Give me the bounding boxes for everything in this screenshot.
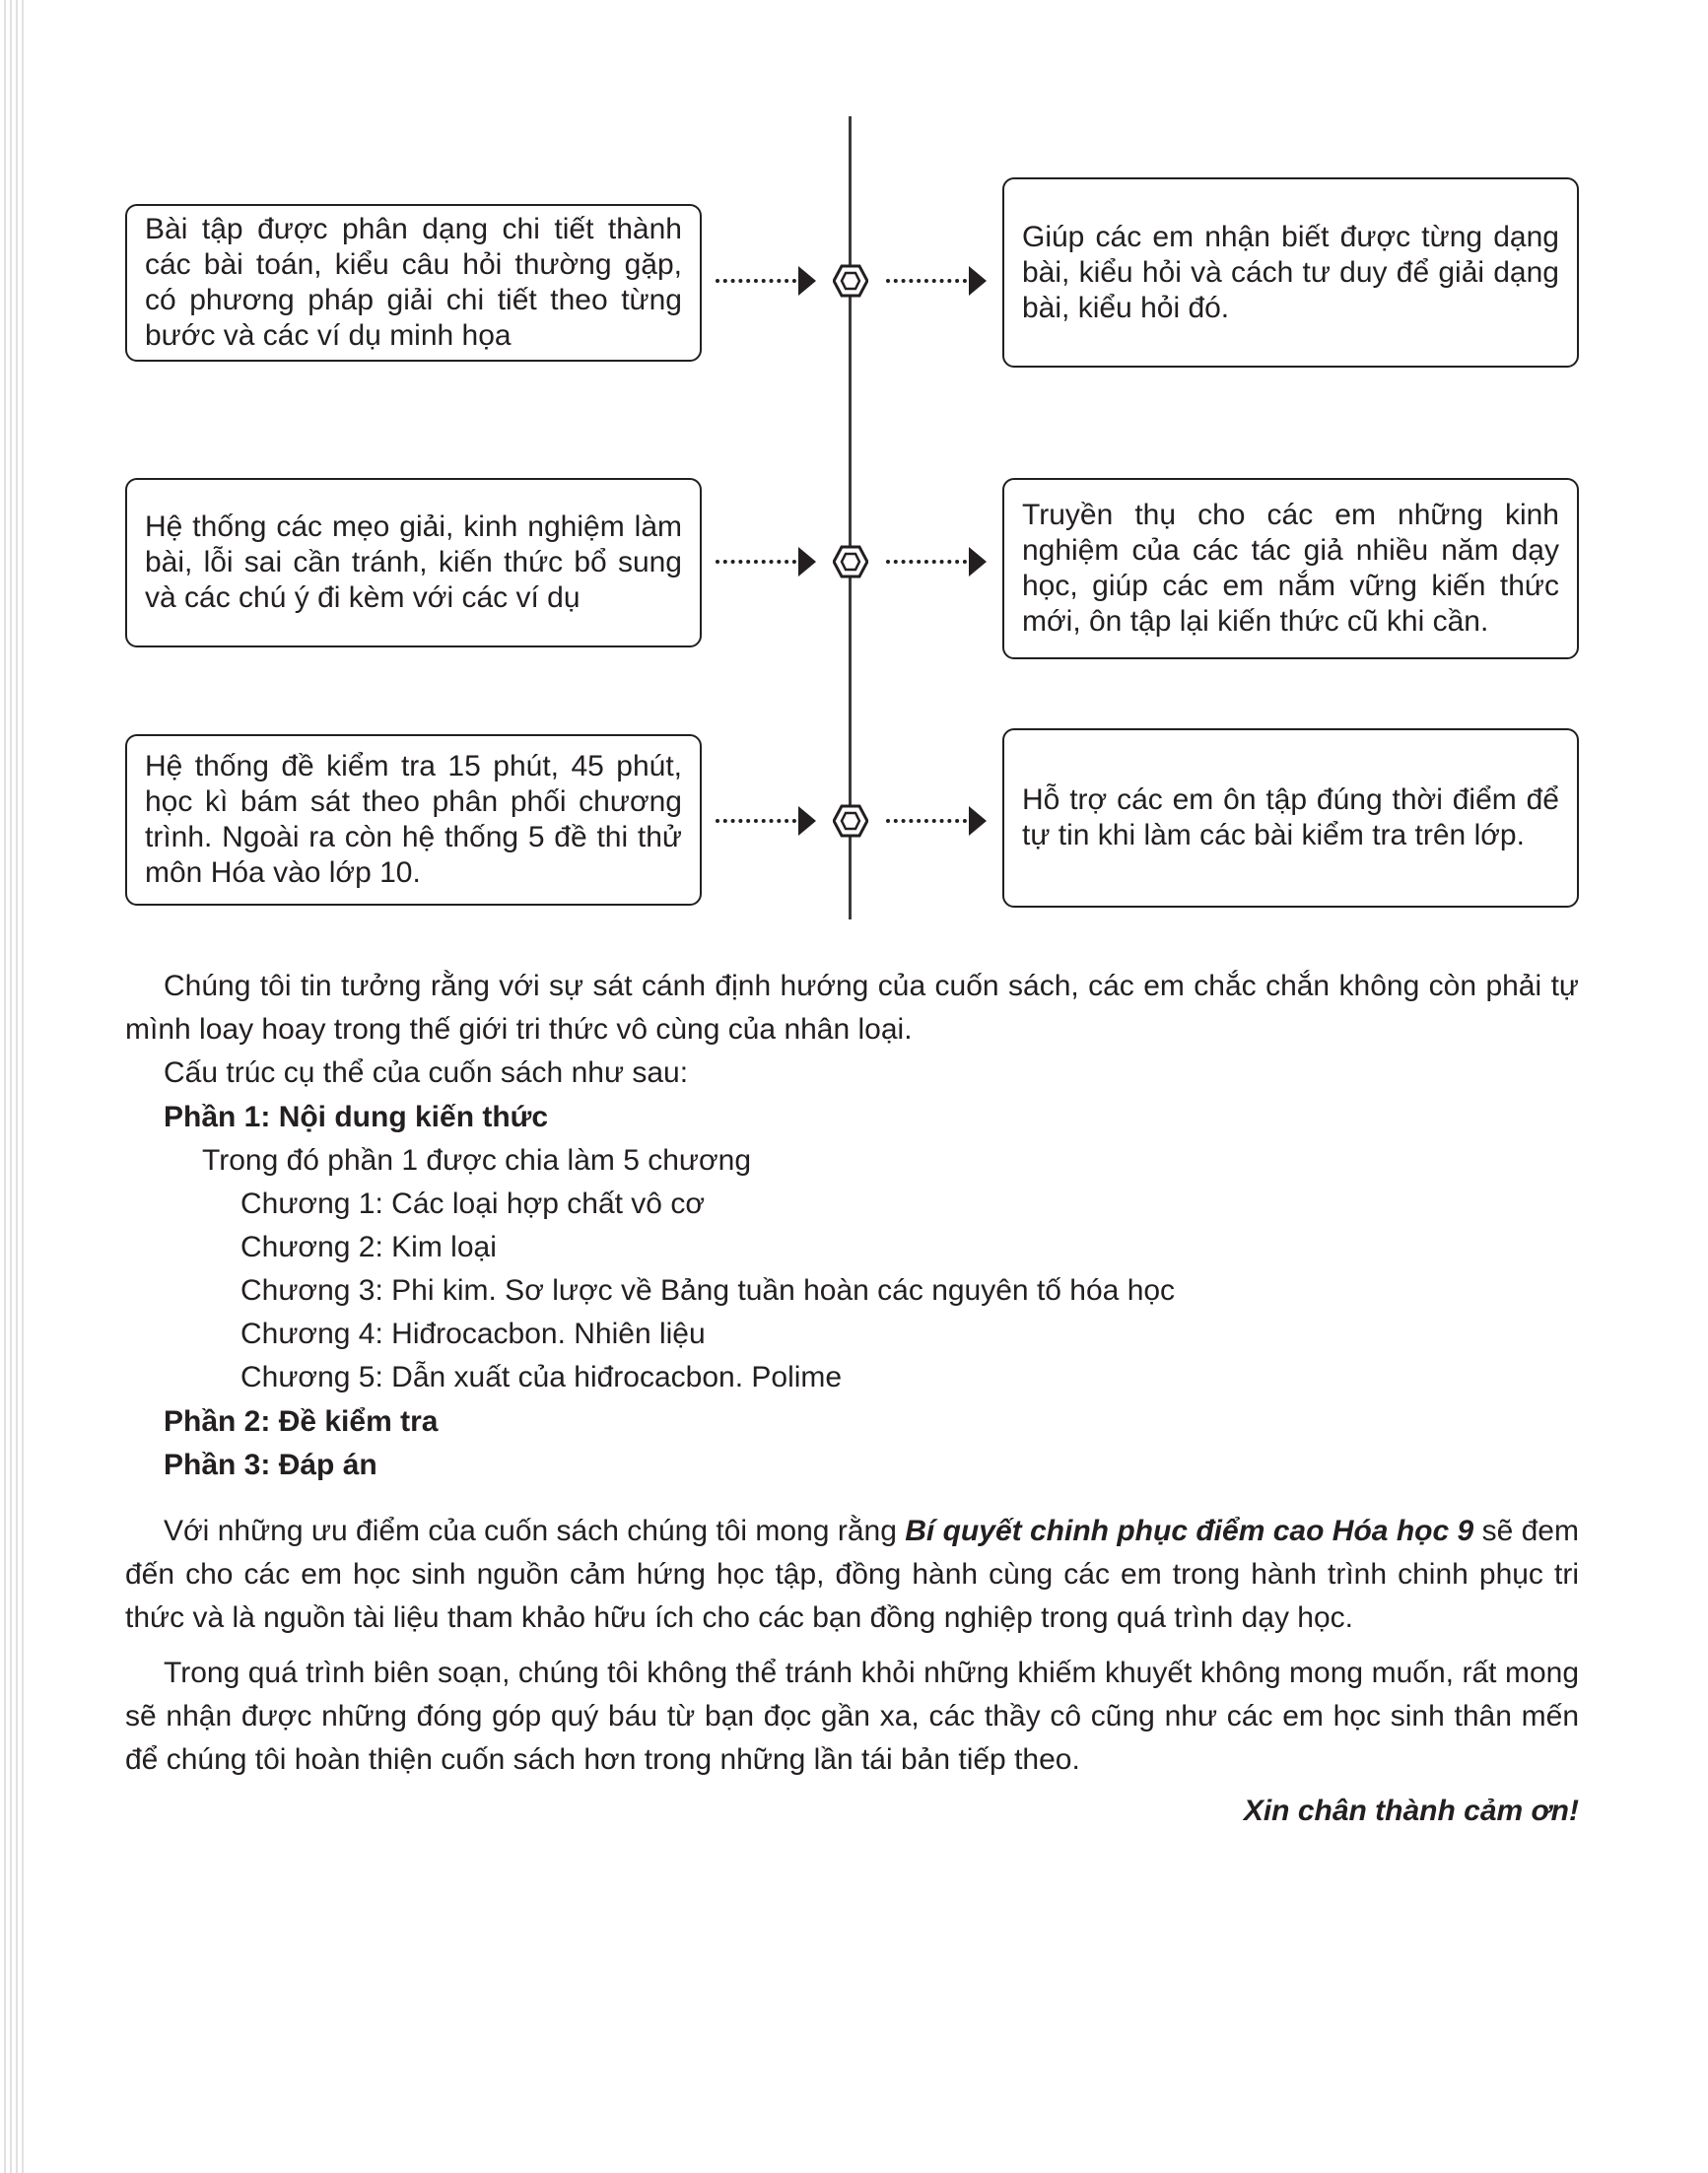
hexagon-node-icon	[833, 263, 868, 299]
signoff: Xin chân thành cảm ơn!	[1243, 1795, 1579, 1827]
benefit-text-2: Truyền thụ cho các em những kinh nghiệm của các tác giả nhiều năm dạy học, giúp các em nắm vững kiến thức mới, ôn tập lại kiến thức cũ khi cần.	[1022, 499, 1559, 638]
arrow-right-2	[886, 547, 987, 577]
intro-paragraph: Chúng tôi tin tưởng rằng với sự sát cánh định hướng của cuốn sách, các em chắc chắn không còn phải tự mình loay hoay trong thế giới tri thức vô cùng của nhân loại.	[125, 970, 1579, 1046]
diagram-center-axis	[849, 116, 852, 919]
feature-box-2	[125, 478, 702, 647]
part3-title: Phần 3: Đáp án	[164, 1449, 377, 1481]
arrow-right-1	[886, 266, 987, 296]
chapter-item: Chương 3: Phi kim. Sơ lược về Bảng tuần hoàn các nguyên tố hóa học	[240, 1274, 1176, 1307]
closing-paragraph-1	[125, 1510, 1579, 1640]
arrow-left-2	[716, 547, 816, 577]
book-title: Bí quyết chinh phục điểm cao Hóa học 9	[905, 1515, 1474, 1547]
benefit-text-1: Giúp các em nhận biết được từng dạng bài, kiểu hỏi và cách tư duy để giải dạng bài, kiểu hỏi đó.	[1022, 220, 1559, 324]
part2-title: Phần 2: Đề kiểm tra	[164, 1405, 439, 1438]
feature-benefit-diagram	[0, 0, 1708, 926]
feature-text-3: Hệ thống đề kiểm tra 15 phút, 45 phút, học kì bám sát theo phân phối chương trình. Ngoài ra còn hệ thống 5 đề thi thử môn Hóa vào lớp 10.	[145, 750, 682, 889]
part1-title: Phần 1: Nội dung kiến thức	[164, 1101, 549, 1133]
feature-box-1	[125, 204, 702, 362]
feature-box-3	[125, 734, 702, 906]
closing-paragraph-2: Trong quá trình biên soạn, chúng tôi không thể tránh khỏi những khiếm khuyết không mong muốn, rất mong sẽ nhận được những đóng góp quý báu từ bạn đọc gần xa, các thầy cô cũng như các em học sinh thân mến để chúng tôi hoàn thiện cuốn sách hơn trong những lần tái bản tiếp theo.	[125, 1657, 1579, 1776]
chapter-item: Chương 4: Hiđrocacbon. Nhiên liệu	[240, 1318, 706, 1350]
benefit-box-3	[1002, 728, 1579, 908]
part1-note: Trong đó phần 1 được chia làm 5 chương	[202, 1144, 752, 1177]
benefit-box-2	[1002, 478, 1579, 659]
chapter-item: Chương 5: Dẫn xuất của hiđrocacbon. Polime	[240, 1361, 843, 1393]
hexagon-node-icon	[833, 544, 868, 579]
hexagon-node-icon	[833, 803, 868, 839]
benefit-box-1	[1002, 177, 1579, 368]
arrow-left-1	[716, 266, 816, 296]
closing-p1-lead: Với những ưu điểm của cuốn sách chúng tôi mong rằng	[164, 1515, 906, 1547]
feature-text-1: Bài tập được phân dạng chi tiết thành các bài toán, kiểu câu hỏi thường gặp, có phương pháp giải chi tiết theo từng bước và các ví dụ minh họa	[145, 213, 682, 352]
arrow-left-3	[716, 806, 816, 836]
structure-lead: Cấu trúc cụ thể của cuốn sách như sau:	[164, 1056, 689, 1089]
arrow-right-3	[886, 806, 987, 836]
feature-text-2: Hệ thống các mẹo giải, kinh nghiệm làm bài, lỗi sai cần tránh, kiến thức bổ sung và các chú ý đi kèm với các ví dụ	[145, 510, 682, 614]
closing-p1-rest: sẽ đem đến cho các em học sinh nguồn cảm hứng học tập, đồng hành cùng các em trong hành trình chinh phục tri thức và là nguồn tài liệu tham khảo hữu ích cho các bạn đồng nghiệp trong quá trình dạy học.	[125, 1515, 1579, 1634]
chapter-item: Chương 2: Kim loại	[240, 1231, 497, 1263]
chapter-item: Chương 1: Các loại hợp chất vô cơ	[240, 1188, 705, 1220]
benefit-text-3: Hỗ trợ các em ôn tập đúng thời điểm để tự tin khi làm các bài kiểm tra trên lớp.	[1022, 783, 1559, 851]
